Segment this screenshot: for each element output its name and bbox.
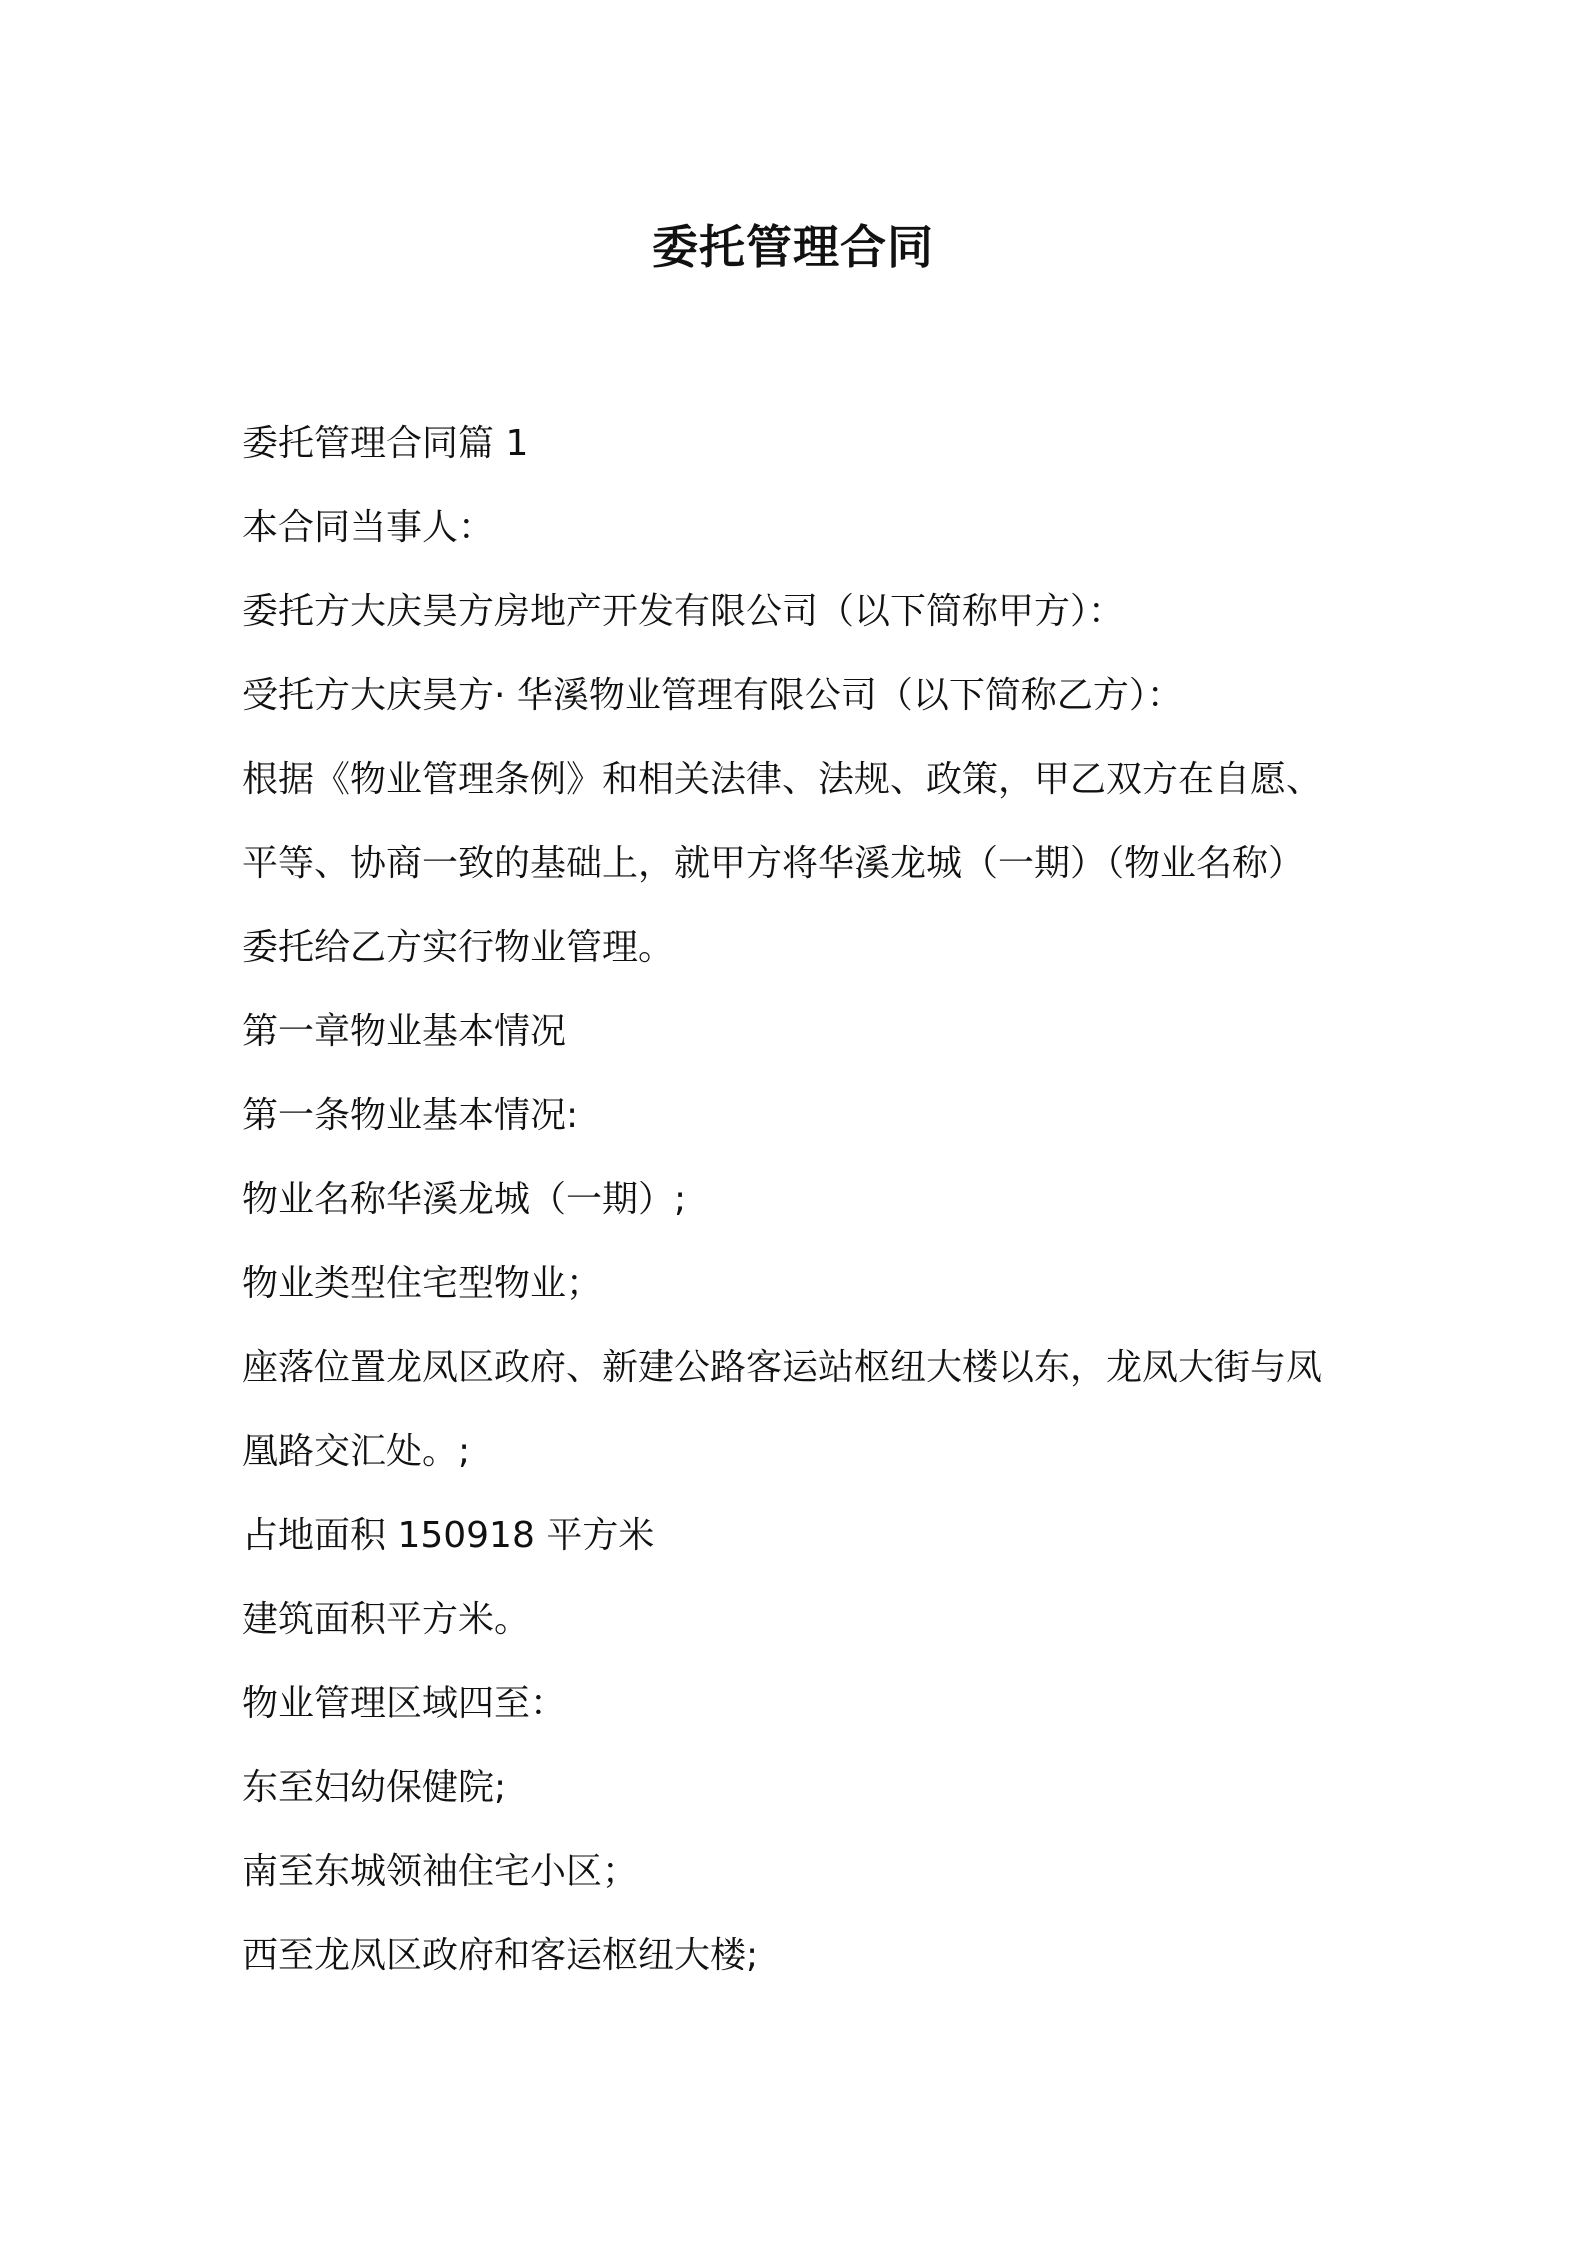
text-line: 平等、协商一致的基础上，就甲方将华溪龙城（一期）（物业名称） (242, 843, 1305, 884)
text-line: 物业类型住宅型物业； (242, 1263, 603, 1304)
text-line: 物业管理区域四至： (242, 1683, 567, 1724)
text-line: 座落位置龙凤区政府、新建公路客运站枢纽大楼以东，龙凤大街与凤 (242, 1347, 1323, 1388)
text-line: 物业名称华溪龙城（一期）; (242, 1179, 687, 1220)
text-line: 南至东城领袖住宅小区； (242, 1851, 639, 1892)
text-line: 委托管理合同篇 1 (242, 423, 529, 464)
text-line: 凰路交汇处。; (242, 1431, 471, 1472)
text-line: 第一条物业基本情况: (242, 1095, 579, 1136)
text-line: 西至龙凤区政府和客运枢纽大楼; (242, 1935, 759, 1976)
text-line: 占地面积 150918 平方米 (242, 1515, 655, 1556)
document-title: 委托管理合同 (652, 220, 934, 274)
text-line: 第一章物业基本情况 (242, 1011, 567, 1052)
text-line: 本合同当事人： (242, 507, 495, 548)
text-line: 建筑面积平方米。 (242, 1599, 531, 1640)
text-line: 委托给乙方实行物业管理。 (242, 927, 675, 968)
text-line: 受托方大庆昊方· 华溪物业管理有限公司（以下简称乙方）： (242, 675, 1183, 716)
document-body (242, 402, 1362, 1998)
text-line: 委托方大庆昊方房地产开发有限公司（以下简称甲方）： (242, 591, 1125, 632)
text-line: 根据《物业管理条例》和相关法律、法规、政策，甲乙双方在自愿、 (242, 759, 1323, 800)
text-line: 东至妇幼保健院; (242, 1767, 507, 1808)
